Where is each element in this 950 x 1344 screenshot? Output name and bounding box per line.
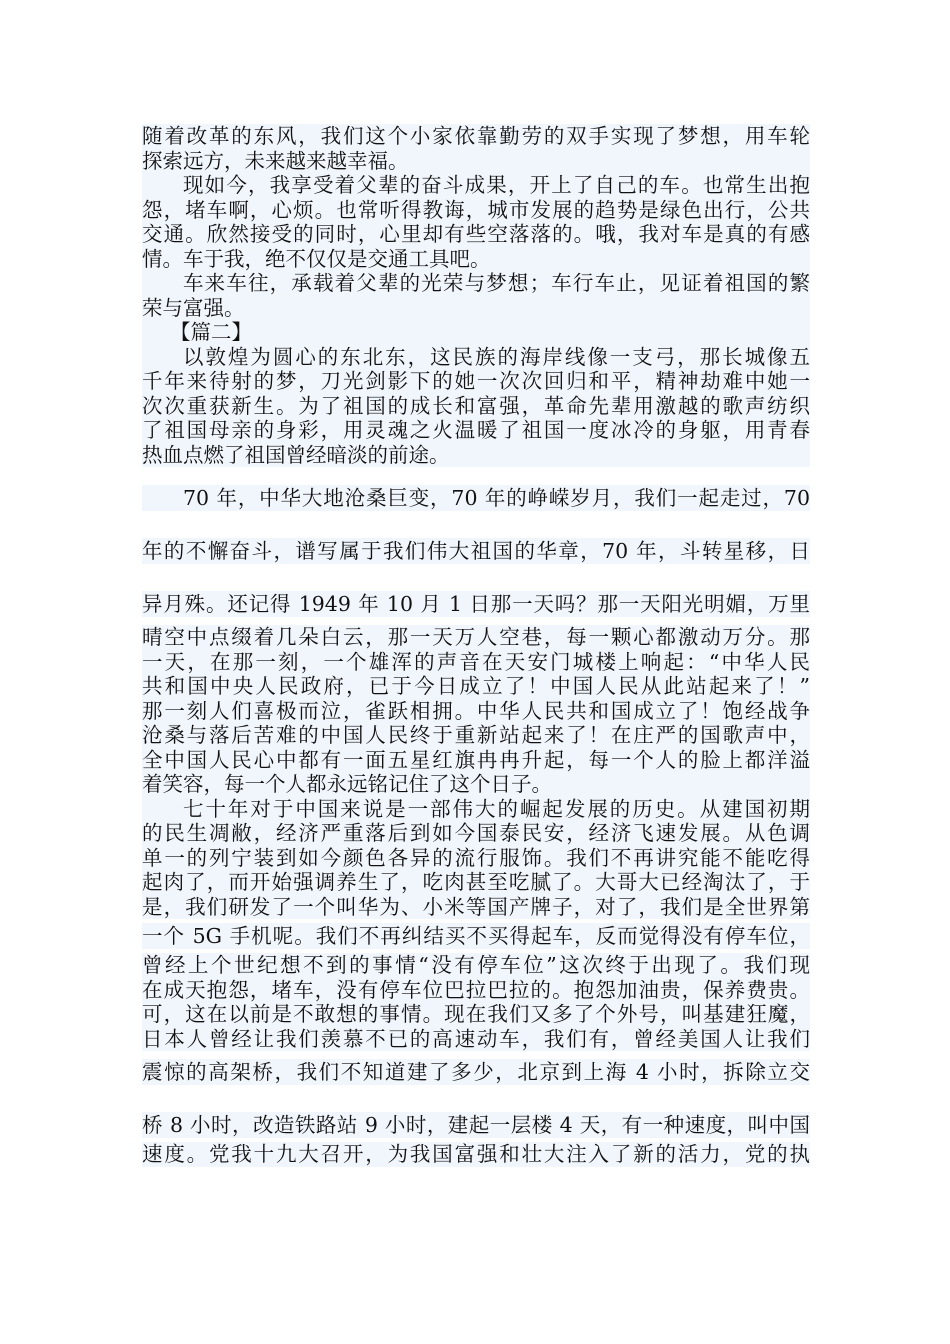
text-line: 沧桑与落后苦难的中国人民终于重新站起来了！在庄严的国歌声中， (142, 723, 810, 747)
text-line: 怨，堵车啊，心烦。也常听得教诲，城市发展的趋势是绿色出行，公共 (142, 197, 810, 222)
text-line: 现如今，我享受着父辈的奋斗成果，开上了自己的车。也常生出抱 (142, 173, 810, 198)
text-line: 年的不懈奋斗，谱写属于我们伟大祖国的华章，70 年，斗转星移，日 (142, 539, 810, 563)
text-line: 的民生凋敝，经济严重落后到如今国泰民安，经济飞速发展。从色调 (142, 821, 810, 845)
text-line: 一个 5G 手机呢。我们不再纠结买不买得起车，反而觉得没有停车位， (142, 924, 810, 948)
text-line: 是，我们研发了一个叫华为、小米等国产牌子，对了，我们是全世界第 (142, 894, 810, 919)
text-line: 单一的列宁装到如今颜色各异的流行服饰。我们不再讲究能不能吃得 (142, 845, 810, 870)
text-line: 在成天抱怨，堵车，没有停车位巴拉巴拉的。抱怨加油贵，保养费贵。 (142, 977, 810, 1002)
text-line: 着笑容，每一个人都永远铭记住了这个日子。 (142, 772, 810, 797)
text-line: 热血点燃了祖国曾经暗淡的前途。 (142, 443, 810, 468)
text-line: 全中国人民心中都有一面五星红旗冉冉升起，每一个人的脸上都洋溢 (142, 747, 810, 772)
text-line: 曾经上个世纪想不到的事情“没有停车位”这次终于出现了。我们现 (142, 953, 810, 977)
section-heading: 【篇二】 (142, 320, 810, 345)
text-line: 起肉了，而开始强调养生了，吃肉甚至吃腻了。大哥大已经淘汰了，于 (142, 870, 810, 894)
text-line: 千年来待射的梦，刀光剑影下的她一次次回归和平，精神劫难中她一 (142, 369, 810, 393)
text-line: 荣与富强。 (142, 296, 810, 321)
text-line: 车来车往，承载着父辈的光荣与梦想；车行车止，见证着祖国的繁 (142, 271, 810, 296)
text-line: 桥 8 小时，改造铁路站 9 小时，建起一层楼 4 天，有一种速度，叫中国 (142, 1113, 810, 1137)
text-line: 日本人曾经让我们羡慕不已的高速动车，我们有，曾经美国人让我们 (142, 1026, 810, 1051)
text-line: 七十年对于中国来说是一部伟大的崛起发展的历史。从建国初期 (142, 797, 810, 822)
text-line: 探索远方，未来越来越幸福。 (142, 149, 810, 174)
text-line: 速度。党我十九大召开，为我国富强和壮大注入了新的活力，党的执 (142, 1142, 810, 1166)
text-line: 异月殊。还记得 1949 年 10 月 1 日那一天吗？那一天阳光明媚，万里 (142, 592, 810, 616)
text-line: 了祖国母亲的身彩，用灵魂之火温暖了祖国一度冰冷的身躯，用青春 (142, 418, 810, 442)
text-line: 70 年，中华大地沧桑巨变，70 年的峥嵘岁月，我们一起走过，70 (142, 485, 810, 511)
text-line: 震惊的高架桥，我们不知道建了多少，北京到上海 4 小时，拆除立交 (142, 1060, 810, 1084)
text-line: 一天，在那一刻，一个雄浑的声音在天安门城楼上响起：“中华人民 (142, 649, 810, 674)
text-line: 晴空中点缀着几朵白云，那一天万人空巷，每一颗心都激动万分。那 (142, 625, 810, 649)
text-line: 可，这在以前是不敢想的事情。现在我们又多了个外号，叫基建狂魔， (142, 1002, 810, 1026)
text-line: 交通。欣然接受的同时，心里却有些空落落的。哦，我对车是真的有感 (142, 222, 810, 246)
text-line: 情。车于我，绝不仅仅是交通工具吧。 (142, 247, 810, 272)
text-line: 那一刻人们喜极而泣，雀跃相拥。中华人民共和国成立了！饱经战争 (142, 698, 810, 723)
article-body (142, 124, 810, 1167)
text-line: 共和国中央人民政府，已于今日成立了！中国人民从此站起来了！” (142, 674, 810, 698)
text-line: 以敦煌为圆心的东北东，这民族的海岸线像一支弓，那长城像五 (142, 345, 810, 370)
text-line: 随着改革的东风，我们这个小家依靠勤劳的双手实现了梦想，用车轮 (142, 124, 810, 148)
text-line: 次次重获新生。为了祖国的成长和富强，革命先辈用激越的歌声纺织 (142, 393, 810, 418)
